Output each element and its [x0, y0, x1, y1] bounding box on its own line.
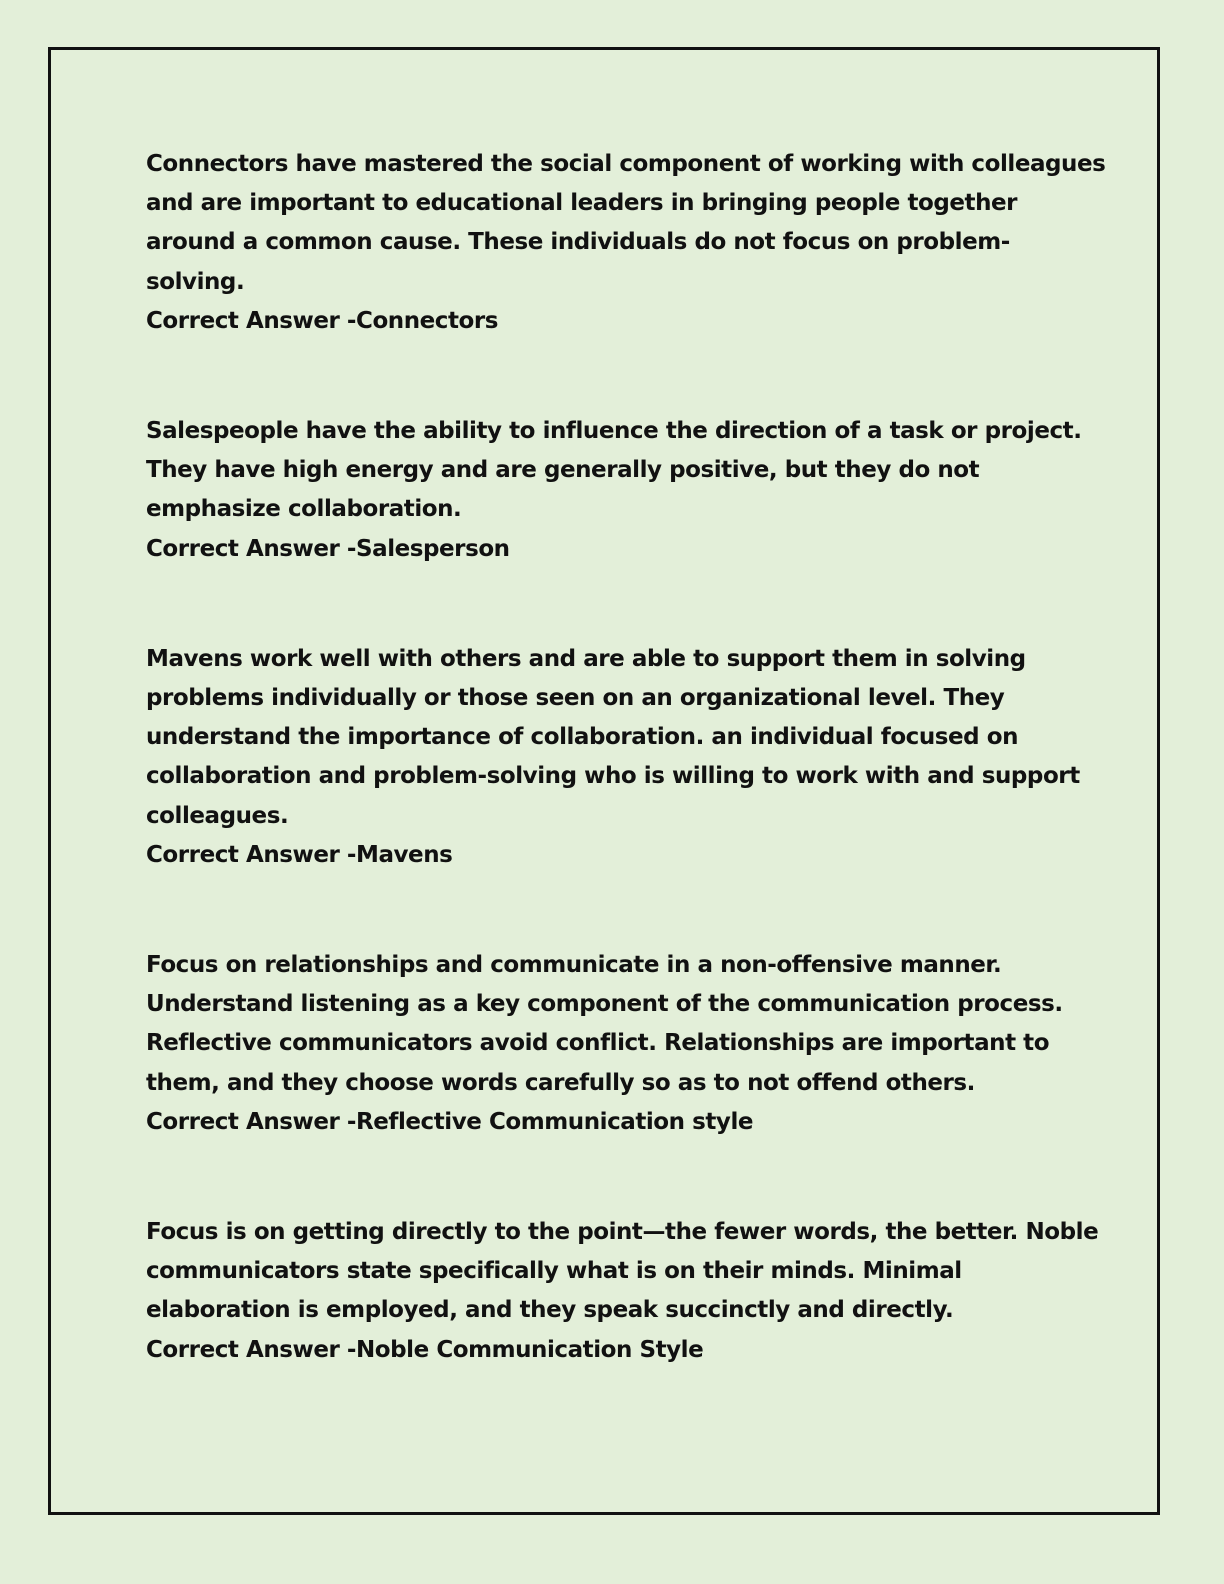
document-content [146, 145, 1106, 1441]
qa-item-connectors [146, 145, 1106, 341]
qa-item-reflective [146, 946, 1106, 1142]
answer-text: Correct Answer -Mavens [146, 841, 453, 868]
answer-text: Correct Answer -Salesperson [146, 535, 510, 562]
page-frame [48, 47, 1160, 1515]
question-text: Connectors have mastered the social component of working with colleagues and are important to educational leaders in bringing people together around a common cause. These individuals do not focus on problem-solving. [146, 151, 1106, 295]
question-text: Focus on relationships and communicate in a non-offensive manner. Understand listening as a key component of the communication process. Reflective communicators avoid conflict. Relationships are important to them, and they choose words carefully so as to not offend others. [146, 952, 1063, 1096]
answer-text: Correct Answer -Noble Communication Style [146, 1336, 704, 1363]
answer-text: Correct Answer -Connectors [146, 307, 498, 334]
qa-item-salesperson [146, 412, 1106, 569]
qa-item-noble [146, 1213, 1106, 1370]
qa-item-mavens [146, 640, 1106, 875]
question-text: Focus is on getting directly to the point—the fewer words, the better. Noble communicators state specifically what is on their minds. Minimal elaboration is employed, and they speak succinctly and directly. [146, 1219, 1099, 1324]
answer-text: Correct Answer -Reflective Communication style [146, 1108, 754, 1135]
question-text: Mavens work well with others and are able to support them in solving problems individually or those seen on an organizational level. They understand the importance of collaboration. an individual focused on collaboration and problem-solving who is willing to work with and support colleagues. [146, 645, 1080, 829]
question-text: Salespeople have the ability to influence the direction of a task or project. They have high energy and are generally positive, but they do not emphasize collaboration. [146, 418, 1082, 523]
